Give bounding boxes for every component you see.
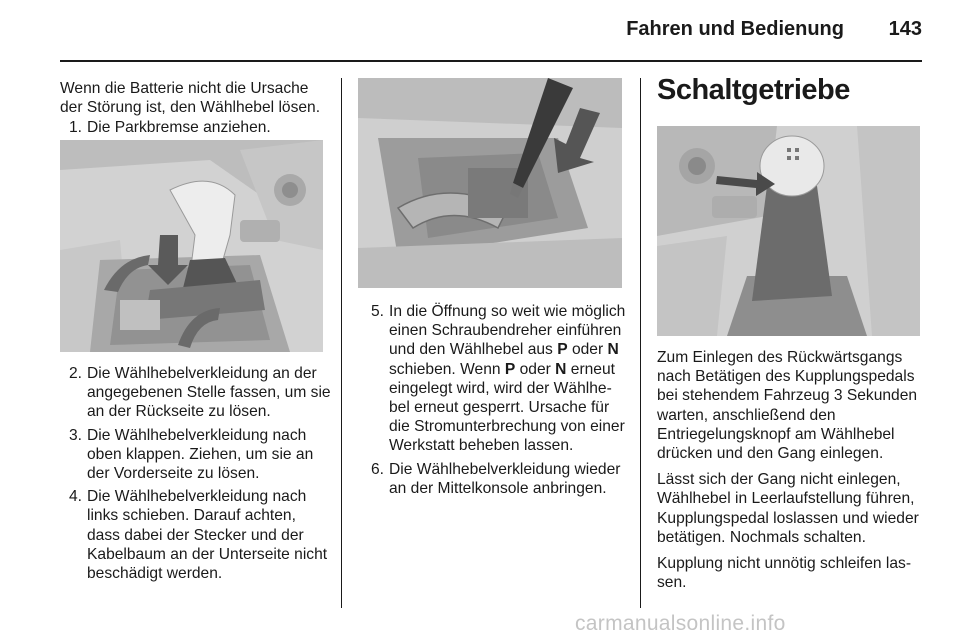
step-number: 3. <box>68 426 82 444</box>
running-header-title: Fahren und Bedienung <box>626 18 844 40</box>
page-number: 143 <box>888 18 922 40</box>
step-text: Die Wählhebelverkleidung nach links schieben. Darauf achten, dass dabei der Stecker und der Kabelbaum an der Unterseite nicht beschädigt werden. <box>87 488 328 583</box>
step-2 <box>60 364 332 422</box>
step-text-part: In die Öffnung so weit wie möglich einen Schraubendreher einführen und den Wählhebel aus <box>389 303 626 359</box>
paragraph-clutch: Kupplung nicht unnötig schleifen lassen. <box>657 555 912 592</box>
column-1 <box>60 79 332 142</box>
paragraph-reverse-gear: Zum Einlegen des Rückwärtsgangs nach Betätigen des Kupplungspedals bei stehendem Fahrzeug 3 Sekunden warten, anschließend den Entriegelungsknopf am Wählhebel drücken und den Gang einlegen. <box>657 349 918 463</box>
step-text-part: erneut eingelegt wird, wird der Wählhebel erneut gesperrt. Ursache für die Stromunterbrechung von einer Werkstatt beheben lassen. <box>389 360 625 455</box>
column-2 <box>362 302 626 502</box>
step-text-part: oder <box>515 360 556 378</box>
section-title: Schaltgetriebe <box>657 74 850 106</box>
intro-paragraph: Wenn die Batterie nicht die Ursache der Störung ist, den Wählhebel lösen. <box>60 80 321 117</box>
step-text: Die Wählhebelverkleidung wieder an der Mittelkonsole anbringen. <box>389 460 621 497</box>
step-number: 4. <box>68 488 82 506</box>
figure-manual-gear-lever <box>657 126 920 336</box>
step-6 <box>362 460 626 498</box>
header-rule <box>60 60 922 62</box>
gear-p-label: P <box>557 341 568 359</box>
paragraph-gear-not-engaging: Lässt sich der Gang nicht einlegen, Wählhebel in Leerlaufstellung führen, Kupplungspedal loslassen und wieder betätigen. Nochmals schalten. <box>657 471 919 546</box>
column-divider-2 <box>640 78 641 608</box>
step-text: Die Wählhebelverkleidung nach oben klappen. Ziehen, um sie an der Vorderseite zu lösen. <box>87 426 314 483</box>
column-3 <box>657 348 927 599</box>
step-text: Die Wählhebelverkleidung an der angegebenen Stelle fassen, um sie an der Rückseite zu lösen. <box>87 365 331 421</box>
gear-p-label: P <box>504 360 516 378</box>
step-4 <box>60 487 332 583</box>
figure-selector-lever-cover <box>60 140 323 352</box>
step-number: 6. <box>370 460 384 478</box>
step-1 <box>60 118 332 137</box>
gear-n-label: N <box>607 341 619 359</box>
step-text-part: oder <box>567 341 608 359</box>
step-3 <box>60 426 332 484</box>
step-5 <box>362 302 626 456</box>
watermark: carmanualsonline.info <box>575 612 786 635</box>
gear-n-label: N <box>555 360 567 378</box>
column-divider-1 <box>341 78 342 608</box>
step-number: 5. <box>370 303 384 320</box>
step-number: 2. <box>68 365 82 382</box>
step-text: Die Parkbremse anziehen. <box>87 119 271 137</box>
figure-screwdriver-release <box>358 78 622 288</box>
step-text-part: schieben. Wenn <box>389 360 505 378</box>
column-1-steps <box>60 364 332 587</box>
step-number: 1. <box>68 119 82 137</box>
